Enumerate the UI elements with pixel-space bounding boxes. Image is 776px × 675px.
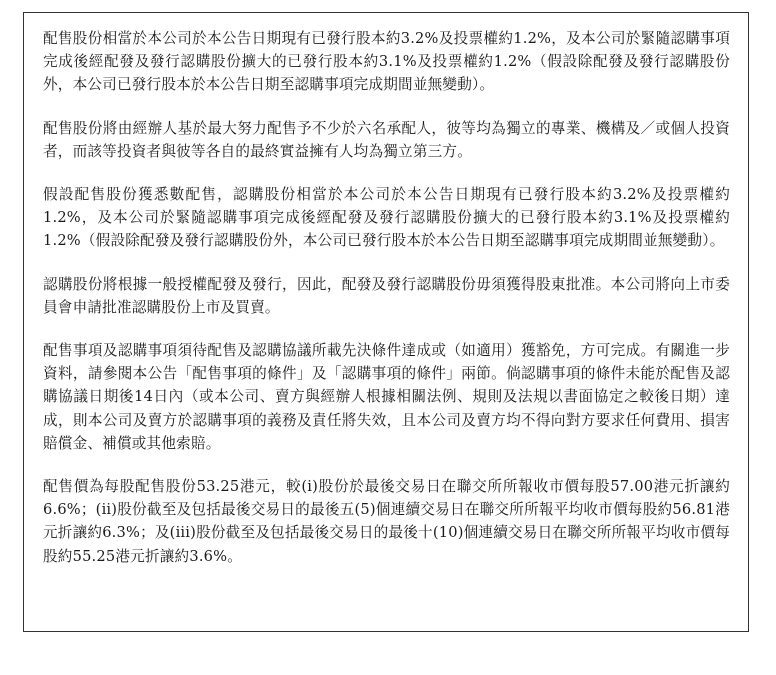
paragraph-conditions: 配售事項及認購事項須待配售及認購協議所載先決條件達成或（如適用）獲豁免，方可完成。有關進一步資料，請參閱本公告「配售事項的條件」及「認購事項的條件」兩節。倘認購事項的條件未能於配售及認購協議日期後14日內（或本公司、賣方與經辦人根據相關法例、規則及法規以書面協定之較後日期）達成，則本公司及賣方於認購事項的義務及責任將失效，且本公司及賣方均不得向對方要求任何費用、損害賠償金、補償或其他索賠。 (43, 342, 730, 452)
paragraph-general-mandate: 認購股份將根據一般授權配發及發行，因此，配發及發行認購股份毋須獲得股東批准。本公司將向上市委員會申請批准認購股份上市及買賣。 (43, 275, 730, 316)
paragraph-placing-shares-percentage: 配售股份相當於本公司於本公告日期現有已發行股本約3.2%及投票權約1.2%，及本公司於緊隨認購事項完成後經配發及發行認購股份擴大的已發行股本約3.1%及投票權約1.2%（假設除配發及發行認購股份外，本公司已發行股本於本公告日期至認購事項完成期間並無變動）。 (43, 30, 730, 94)
paragraph-placing-price: 配售價為每股配售股份53.25港元，較(i)股份於最後交易日在聯交所所報收市價每股57.00港元折讓約6.6%；(ii)股份截至及包括最後交易日的最後五(5)個連續交易日在聯交所所報平均收市價每股約56.81港元折讓約6.3%；及(iii)股份截至及包括最後交易日的最後十(10)個連續交易日在聯交所所報平均收市價每股約55.25港元折讓約3.6%。 (43, 478, 730, 565)
announcement-box (23, 12, 749, 632)
paragraph-subscription-shares: 假設配售股份獲悉數配售，認購股份相當於本公司於本公告日期現有已發行股本約3.2%及投票權約1.2%，及本公司於緊隨認購事項完成後經配發及發行認購股份擴大的已發行股本約3.1%及投票權約1.2%（假設除配發及發行認購股份外，本公司已發行股本於本公告日期至認購事項完成期間並無變動）。 (43, 186, 730, 250)
paragraph-placees: 配售股份將由經辦人基於最大努力配售予不少於六名承配人，彼等均為獨立的專業、機構及／或個人投資者，而該等投資者與彼等各自的最終實益擁有人均為獨立第三方。 (43, 119, 730, 160)
